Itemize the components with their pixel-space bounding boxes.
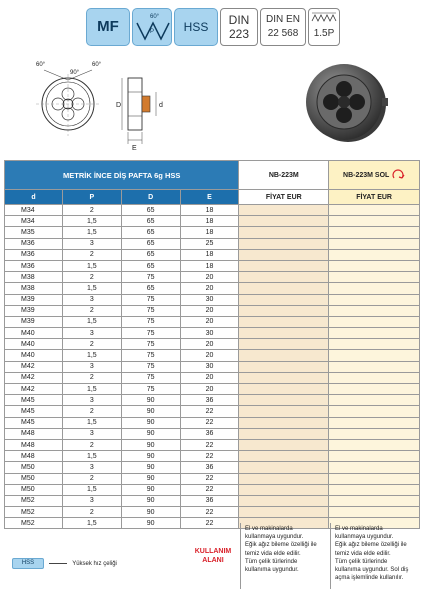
hss-badge: HSS (174, 8, 218, 46)
cell-p: 2 (62, 249, 121, 260)
table-row (5, 406, 420, 417)
cell-d: M52 (5, 518, 63, 529)
cell-p: 3 (62, 428, 121, 439)
cell-D: 65 (121, 249, 180, 260)
table-row (5, 238, 420, 249)
technical-drawing (6, 56, 186, 156)
cell-price-nb223m (239, 260, 329, 271)
cell-p: 3 (62, 294, 121, 305)
table-body (5, 205, 420, 529)
din-line2: 223 (228, 27, 250, 41)
table-row (5, 316, 420, 327)
usage-line: kullanmaya uygundur. (335, 534, 394, 541)
cell-p: 1,5 (62, 484, 121, 495)
cell-price-nb223m (239, 384, 329, 395)
cell-price-nb223m (239, 316, 329, 327)
table-row (5, 216, 420, 227)
cell-d: M42 (5, 384, 63, 395)
cell-price-nb223m-sol (329, 462, 420, 473)
cell-price-nb223m (239, 249, 329, 260)
cell-d: M35 (5, 227, 63, 238)
table-row (5, 272, 420, 283)
din-en-badge (260, 8, 306, 46)
cell-D: 90 (121, 428, 180, 439)
cell-E: 20 (180, 372, 239, 383)
cell-E: 22 (180, 406, 239, 417)
cell-price-nb223m-sol (329, 484, 420, 495)
cell-d: M40 (5, 350, 63, 361)
cell-E: 30 (180, 294, 239, 305)
usage-line: temiz vida elde edilir. (245, 550, 301, 557)
cell-price-nb223m-sol (329, 260, 420, 271)
cell-price-nb223m-sol (329, 495, 420, 506)
cell-d: M52 (5, 495, 63, 506)
usage-text-nb223m (240, 523, 330, 589)
cell-price-nb223m (239, 372, 329, 383)
din-badge (220, 8, 258, 46)
cell-d: M34 (5, 205, 63, 216)
cell-price-nb223m (239, 417, 329, 428)
cell-d: M39 (5, 316, 63, 327)
legend-arrow-icon (49, 563, 67, 564)
cell-E: 18 (180, 227, 239, 238)
cell-price-nb223m-sol (329, 361, 420, 372)
angle-top-label: 90° (70, 70, 80, 76)
cell-p: 2 (62, 406, 121, 417)
cell-d: M36 (5, 249, 63, 260)
dimension-E-label: E (132, 145, 137, 152)
cell-price-nb223m (239, 350, 329, 361)
cell-d: M38 (5, 283, 63, 294)
cell-D: 75 (121, 316, 180, 327)
din-line1: DIN (228, 13, 250, 27)
cell-price-nb223m (239, 205, 329, 216)
din-en-line2: 22 568 (267, 28, 299, 39)
footer-area (4, 521, 420, 591)
table-row (5, 384, 420, 395)
table-row (5, 227, 420, 238)
cell-d: M42 (5, 372, 63, 383)
usage-line: kullanıma uygundur. (245, 567, 299, 574)
cell-price-nb223m-sol (329, 294, 420, 305)
table-row (5, 372, 420, 383)
cell-p: 3 (62, 361, 121, 372)
cell-p: 1,5 (62, 283, 121, 294)
cell-p: 2 (62, 272, 121, 283)
product-header-nb223m-sol (329, 161, 420, 190)
cell-price-nb223m-sol (329, 316, 420, 327)
cell-p: 2 (62, 205, 121, 216)
cell-D: 90 (121, 507, 180, 518)
cell-p: 1,5 (62, 316, 121, 327)
table-row (5, 439, 420, 450)
cell-E: 22 (180, 439, 239, 450)
table-row (5, 451, 420, 462)
cell-E: 22 (180, 484, 239, 495)
cell-price-nb223m-sol (329, 507, 420, 518)
cell-d: M52 (5, 507, 63, 518)
cell-E: 22 (180, 507, 239, 518)
cell-p: 2 (62, 372, 121, 383)
cell-price-nb223m (239, 462, 329, 473)
cell-p: 1,5 (62, 518, 121, 529)
cell-D: 65 (121, 216, 180, 227)
cell-p: 1,5 (62, 384, 121, 395)
cell-price-nb223m (239, 406, 329, 417)
cell-d: M36 (5, 260, 63, 271)
table-row (5, 339, 420, 350)
table-row (5, 473, 420, 484)
table-row (5, 507, 420, 518)
left-hand-rotation-icon (391, 169, 405, 181)
cell-price-nb223m-sol (329, 428, 420, 439)
cell-p: 3 (62, 462, 121, 473)
cell-price-nb223m-sol (329, 395, 420, 406)
cell-price-nb223m (239, 439, 329, 450)
cell-price-nb223m (239, 216, 329, 227)
cell-price-nb223m-sol (329, 350, 420, 361)
cell-E: 22 (180, 473, 239, 484)
angle-right-label: 60° (92, 62, 102, 68)
dimension-d-label: d (159, 102, 163, 109)
cell-d: M50 (5, 462, 63, 473)
cell-D: 65 (121, 227, 180, 238)
cell-p: 1,5 (62, 417, 121, 428)
usage-text-nb223m-sol (330, 523, 420, 589)
table-row (5, 260, 420, 271)
cell-d: M36 (5, 238, 63, 249)
table-row (5, 350, 420, 361)
cell-d: M50 (5, 473, 63, 484)
cell-D: 90 (121, 473, 180, 484)
cell-D: 75 (121, 328, 180, 339)
product-header-nb223m: NB-223M (239, 161, 329, 190)
cell-price-nb223m-sol (329, 451, 420, 462)
cell-price-nb223m-sol (329, 227, 420, 238)
usage-line: Eğik ağız bileme özelliği ile (335, 542, 407, 549)
cell-price-nb223m-sol (329, 372, 420, 383)
cell-d: M34 (5, 216, 63, 227)
cell-d: M42 (5, 361, 63, 372)
cell-E: 22 (180, 518, 239, 529)
cell-price-nb223m (239, 428, 329, 439)
cell-E: 20 (180, 339, 239, 350)
cell-E: 36 (180, 428, 239, 439)
cell-D: 75 (121, 372, 180, 383)
cell-price-nb223m-sol (329, 328, 420, 339)
din-en-line1: DIN EN (266, 14, 300, 25)
cell-price-nb223m-sol (329, 283, 420, 294)
product-header-nb223m-sol-text: NB-223M SOL (343, 171, 390, 179)
cell-price-nb223m-sol (329, 238, 420, 249)
cell-p: 1,5 (62, 227, 121, 238)
pitch-text: 1.5P (313, 28, 335, 39)
cell-D: 65 (121, 238, 180, 249)
column-header-row (5, 190, 420, 205)
cell-D: 75 (121, 339, 180, 350)
cell-d: M45 (5, 395, 63, 406)
cell-E: 18 (180, 249, 239, 260)
cell-p: 1,5 (62, 260, 121, 271)
cell-price-nb223m (239, 294, 329, 305)
cell-D: 65 (121, 283, 180, 294)
cell-p: 3 (62, 495, 121, 506)
cell-D: 75 (121, 305, 180, 316)
col-header-D: D (121, 190, 180, 205)
cell-d: M39 (5, 305, 63, 316)
table-row (5, 294, 420, 305)
col-header-price-2: FİYAT EUR (329, 190, 420, 205)
cell-p: 3 (62, 238, 121, 249)
table-row (5, 249, 420, 260)
cell-D: 90 (121, 451, 180, 462)
cell-p: 2 (62, 439, 121, 450)
usage-line: Tüm çelik türlerinde (245, 558, 298, 565)
cell-price-nb223m-sol (329, 305, 420, 316)
table-row (5, 328, 420, 339)
cell-price-nb223m-sol (329, 406, 420, 417)
table-row (5, 428, 420, 439)
table-row (5, 395, 420, 406)
table-title: METRİK İNCE DİŞ PAFTA 6g HSS (5, 161, 239, 190)
cell-p: 1,5 (62, 216, 121, 227)
cell-D: 90 (121, 495, 180, 506)
col-header-p: P (62, 190, 121, 205)
cell-D: 90 (121, 439, 180, 450)
usage-line: kullanmaya uygundur. (245, 534, 304, 541)
cell-D: 75 (121, 294, 180, 305)
angle-left-label: 60° (36, 62, 46, 68)
cell-price-nb223m-sol (329, 272, 420, 283)
cell-price-nb223m-sol (329, 417, 420, 428)
table-row (5, 484, 420, 495)
cell-E: 30 (180, 328, 239, 339)
cell-price-nb223m-sol (329, 439, 420, 450)
usage-line: Tüm çelik türlerinde (335, 558, 388, 565)
cell-E: 22 (180, 417, 239, 428)
die-photo (298, 58, 390, 146)
cell-E: 20 (180, 350, 239, 361)
cell-E: 18 (180, 205, 239, 216)
cell-p: 3 (62, 395, 121, 406)
cell-p: 1,5 (62, 451, 121, 462)
hss-legend (12, 553, 117, 565)
col-header-d: d (5, 190, 63, 205)
cell-E: 36 (180, 395, 239, 406)
cell-d: M48 (5, 439, 63, 450)
cell-D: 90 (121, 395, 180, 406)
cell-price-nb223m (239, 238, 329, 249)
cell-d: M45 (5, 406, 63, 417)
cell-price-nb223m-sol (329, 205, 420, 216)
cell-price-nb223m (239, 395, 329, 406)
cell-D: 90 (121, 484, 180, 495)
cell-D: 75 (121, 272, 180, 283)
cell-price-nb223m (239, 227, 329, 238)
table-row (5, 283, 420, 294)
cell-d: M48 (5, 451, 63, 462)
usage-line: Eğik ağız bileme özelliği ile (245, 542, 317, 549)
cell-E: 20 (180, 316, 239, 327)
cell-price-nb223m (239, 473, 329, 484)
cell-p: 2 (62, 507, 121, 518)
table-header-row (5, 161, 420, 190)
cell-d: M48 (5, 428, 63, 439)
mf-badge: MF (86, 8, 130, 46)
cell-price-nb223m-sol (329, 216, 420, 227)
cell-price-nb223m (239, 272, 329, 283)
table-row (5, 462, 420, 473)
cell-price-nb223m-sol (329, 384, 420, 395)
cell-E: 22 (180, 451, 239, 462)
table-row (5, 305, 420, 316)
thread-pitch-letter: P (150, 29, 155, 35)
cell-E: 20 (180, 384, 239, 395)
table-row (5, 361, 420, 372)
cell-price-nb223m (239, 484, 329, 495)
cell-d: M45 (5, 417, 63, 428)
usage-line: kullanıma uygundur. Sol diş (335, 567, 409, 574)
price-table (4, 160, 420, 529)
cell-price-nb223m (239, 495, 329, 506)
cell-d: M50 (5, 484, 63, 495)
dimension-D-label: D (116, 102, 122, 109)
cell-price-nb223m (239, 361, 329, 372)
cell-E: 18 (180, 260, 239, 271)
cell-E: 20 (180, 272, 239, 283)
cell-D: 90 (121, 462, 180, 473)
cell-d: M39 (5, 294, 63, 305)
thread-profile-icon (133, 9, 171, 45)
cell-d: M40 (5, 339, 63, 350)
cell-E: 18 (180, 216, 239, 227)
thread-angle-text: 60° (150, 14, 160, 20)
cell-p: 2 (62, 473, 121, 484)
cell-E: 36 (180, 462, 239, 473)
cell-p: 2 (62, 339, 121, 350)
cell-D: 75 (121, 384, 180, 395)
usage-label-line2: ALANI (202, 557, 224, 564)
table-row (5, 495, 420, 506)
table-row (5, 205, 420, 216)
hss-legend-chip: HSS (12, 558, 44, 569)
cell-E: 20 (180, 283, 239, 294)
col-header-price-1: FİYAT EUR (239, 190, 329, 205)
cell-price-nb223m-sol (329, 339, 420, 350)
cell-price-nb223m (239, 328, 329, 339)
cell-p: 3 (62, 328, 121, 339)
usage-area-label (190, 547, 236, 565)
cell-price-nb223m (239, 451, 329, 462)
usage-label-line1: KULLANIM (194, 548, 232, 555)
cell-D: 65 (121, 260, 180, 271)
cell-D: 65 (121, 205, 180, 216)
cell-price-nb223m-sol (329, 473, 420, 484)
cell-D: 75 (121, 350, 180, 361)
cell-D: 90 (121, 417, 180, 428)
cell-price-nb223m (239, 283, 329, 294)
pitch-thread-icon (309, 9, 339, 29)
cell-D: 90 (121, 406, 180, 417)
pitch-badge (308, 8, 340, 46)
cell-E: 25 (180, 238, 239, 249)
cell-E: 36 (180, 495, 239, 506)
cell-p: 2 (62, 305, 121, 316)
cell-E: 30 (180, 361, 239, 372)
cell-E: 20 (180, 305, 239, 316)
cell-d: M38 (5, 272, 63, 283)
col-header-E: E (180, 190, 239, 205)
thread-profile-badge (132, 8, 172, 46)
cell-d: M40 (5, 328, 63, 339)
cell-price-nb223m-sol (329, 249, 420, 260)
cell-p: 1,5 (62, 350, 121, 361)
hss-legend-text: Yüksek hız çeliği (72, 560, 117, 567)
cell-price-nb223m (239, 507, 329, 518)
cell-D: 75 (121, 361, 180, 372)
usage-line: El ve makinalarda (335, 526, 383, 532)
usage-line: temiz vida elde edilir. (335, 550, 391, 557)
cell-price-nb223m (239, 339, 329, 350)
cell-D: 90 (121, 518, 180, 529)
usage-line: El ve makinalarda (245, 526, 293, 532)
cell-price-nb223m (239, 305, 329, 316)
table-row (5, 417, 420, 428)
usage-line: açma işlemlinde kullanılır. (335, 575, 404, 582)
